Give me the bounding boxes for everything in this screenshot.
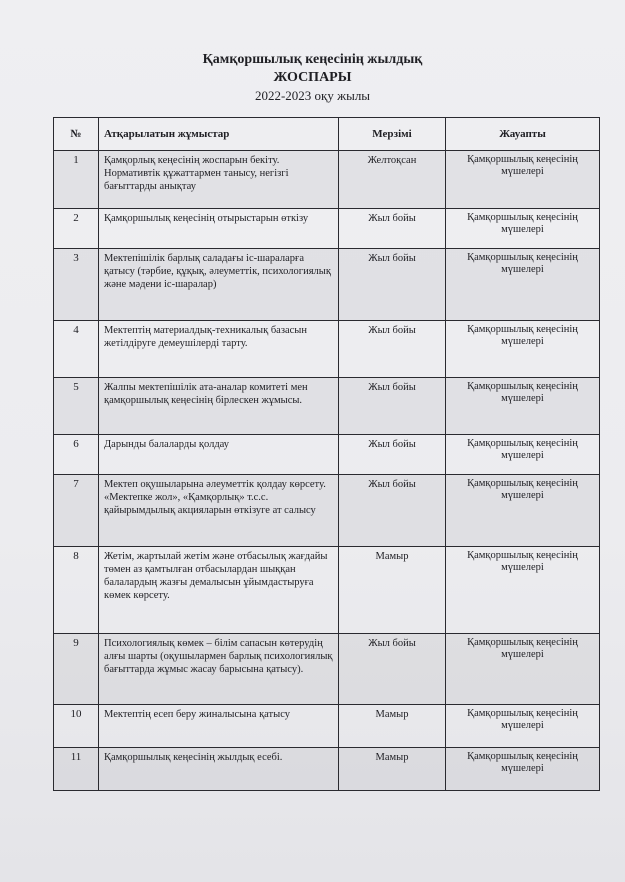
row-number: 2 [54,209,99,249]
row-term: Желтоқсан [339,151,446,209]
table-row [54,321,600,378]
row-number: 11 [54,748,99,791]
row-work: Жалпы мектепішілік ата-аналар комитеті мен қамқоршылық кеңесінің бірлескен жұмысы. [99,378,339,435]
row-number: 9 [54,634,99,705]
document-title: Қамқоршылық кеңесінің жылдық [202,52,423,67]
table-row [54,547,600,634]
row-number: 1 [54,151,99,209]
row-term: Жыл бойы [339,475,446,547]
row-term: Мамыр [339,547,446,634]
row-work: Жетім, жартылай жетім және отбасылық жағдайы төмен аз қамтылған отбасылардан шыққан балалардың жазғы демалысын ұйымдастыруға көмек көрсету. [99,547,339,634]
row-term: Жыл бойы [339,634,446,705]
row-number: 7 [54,475,99,547]
header-term: Мерзімі [339,118,446,151]
row-responsible: Қамқоршылық кеңесінің мүшелері [446,209,600,249]
header-number: № [54,118,99,151]
row-responsible: Қамқоршылық кеңесінің мүшелері [446,249,600,321]
row-responsible: Қамқоршылық кеңесінің мүшелері [446,475,600,547]
table-row [54,634,600,705]
table-row [54,705,600,748]
row-term: Жыл бойы [339,435,446,475]
row-work: Қамқорлық кеңесінің жоспарын бекіту. Нормативтік құжаттармен танысу, негізгі бағыттарды анықтау [99,151,339,209]
row-responsible: Қамқоршылық кеңесінің мүшелері [446,435,600,475]
row-responsible: Қамқоршылық кеңесінің мүшелері [446,547,600,634]
row-number: 10 [54,705,99,748]
row-work: Психологиялық көмек – білім сапасын көтерудің алғы шарты (оқушылармен барлық психологиялық бағыттарда жұмыс жасау барысына қатысу). [99,634,339,705]
row-number: 3 [54,249,99,321]
table-row [54,249,600,321]
row-term: Жыл бойы [339,249,446,321]
row-work: Мектептің материалдық-техникалық базасын жетілдіруге демеушілерді тарту. [99,321,339,378]
table-row [54,435,600,475]
plan-table [53,117,600,791]
row-responsible: Қамқоршылық кеңесінің мүшелері [446,748,600,791]
row-responsible: Қамқоршылық кеңесінің мүшелері [446,151,600,209]
header-work: Атқарылатын жұмыстар [99,118,339,151]
table-row [54,378,600,435]
row-work: Дарынды балаларды қолдау [99,435,339,475]
row-term: Жыл бойы [339,321,446,378]
row-number: 5 [54,378,99,435]
row-term: Мамыр [339,705,446,748]
table-row [54,475,600,547]
table-header-row [54,118,600,151]
row-term: Мамыр [339,748,446,791]
table-row [54,151,600,209]
header-responsible: Жауапты [446,118,600,151]
row-work: Қамқоршылық кеңесінің отырыстарын өткізу [99,209,339,249]
row-work: Қамқоршылық кеңесінің жылдық есебі. [99,748,339,791]
row-responsible: Қамқоршылық кеңесінің мүшелері [446,378,600,435]
document-title-plan: ЖОСПАРЫ [273,70,352,85]
row-responsible: Қамқоршылық кеңесінің мүшелері [446,705,600,748]
row-responsible: Қамқоршылық кеңесінің мүшелері [446,321,600,378]
row-number: 6 [54,435,99,475]
row-work: Мектепішілік барлық саладағы іс-шараларға қатысу (тәрбие, құқық, әлеуметтік, психологиялық және мәдени іс-шаралар) [99,249,339,321]
row-term: Жыл бойы [339,209,446,249]
row-term: Жыл бойы [339,378,446,435]
row-work: Мектептің есеп беру жиналысына қатысу [99,705,339,748]
table-row [54,748,600,791]
row-number: 8 [54,547,99,634]
row-number: 4 [54,321,99,378]
table-row [54,209,600,249]
row-work: Мектеп оқушыларына әлеуметтік қолдау көрсету. «Мектепке жол», «Қамқорлық» т.с.с. қайырымдылық акцияларын өткізуге ат салысу [99,475,339,547]
academic-year: 2022-2023 оқу жылы [254,88,371,103]
row-responsible: Қамқоршылық кеңесінің мүшелері [446,634,600,705]
